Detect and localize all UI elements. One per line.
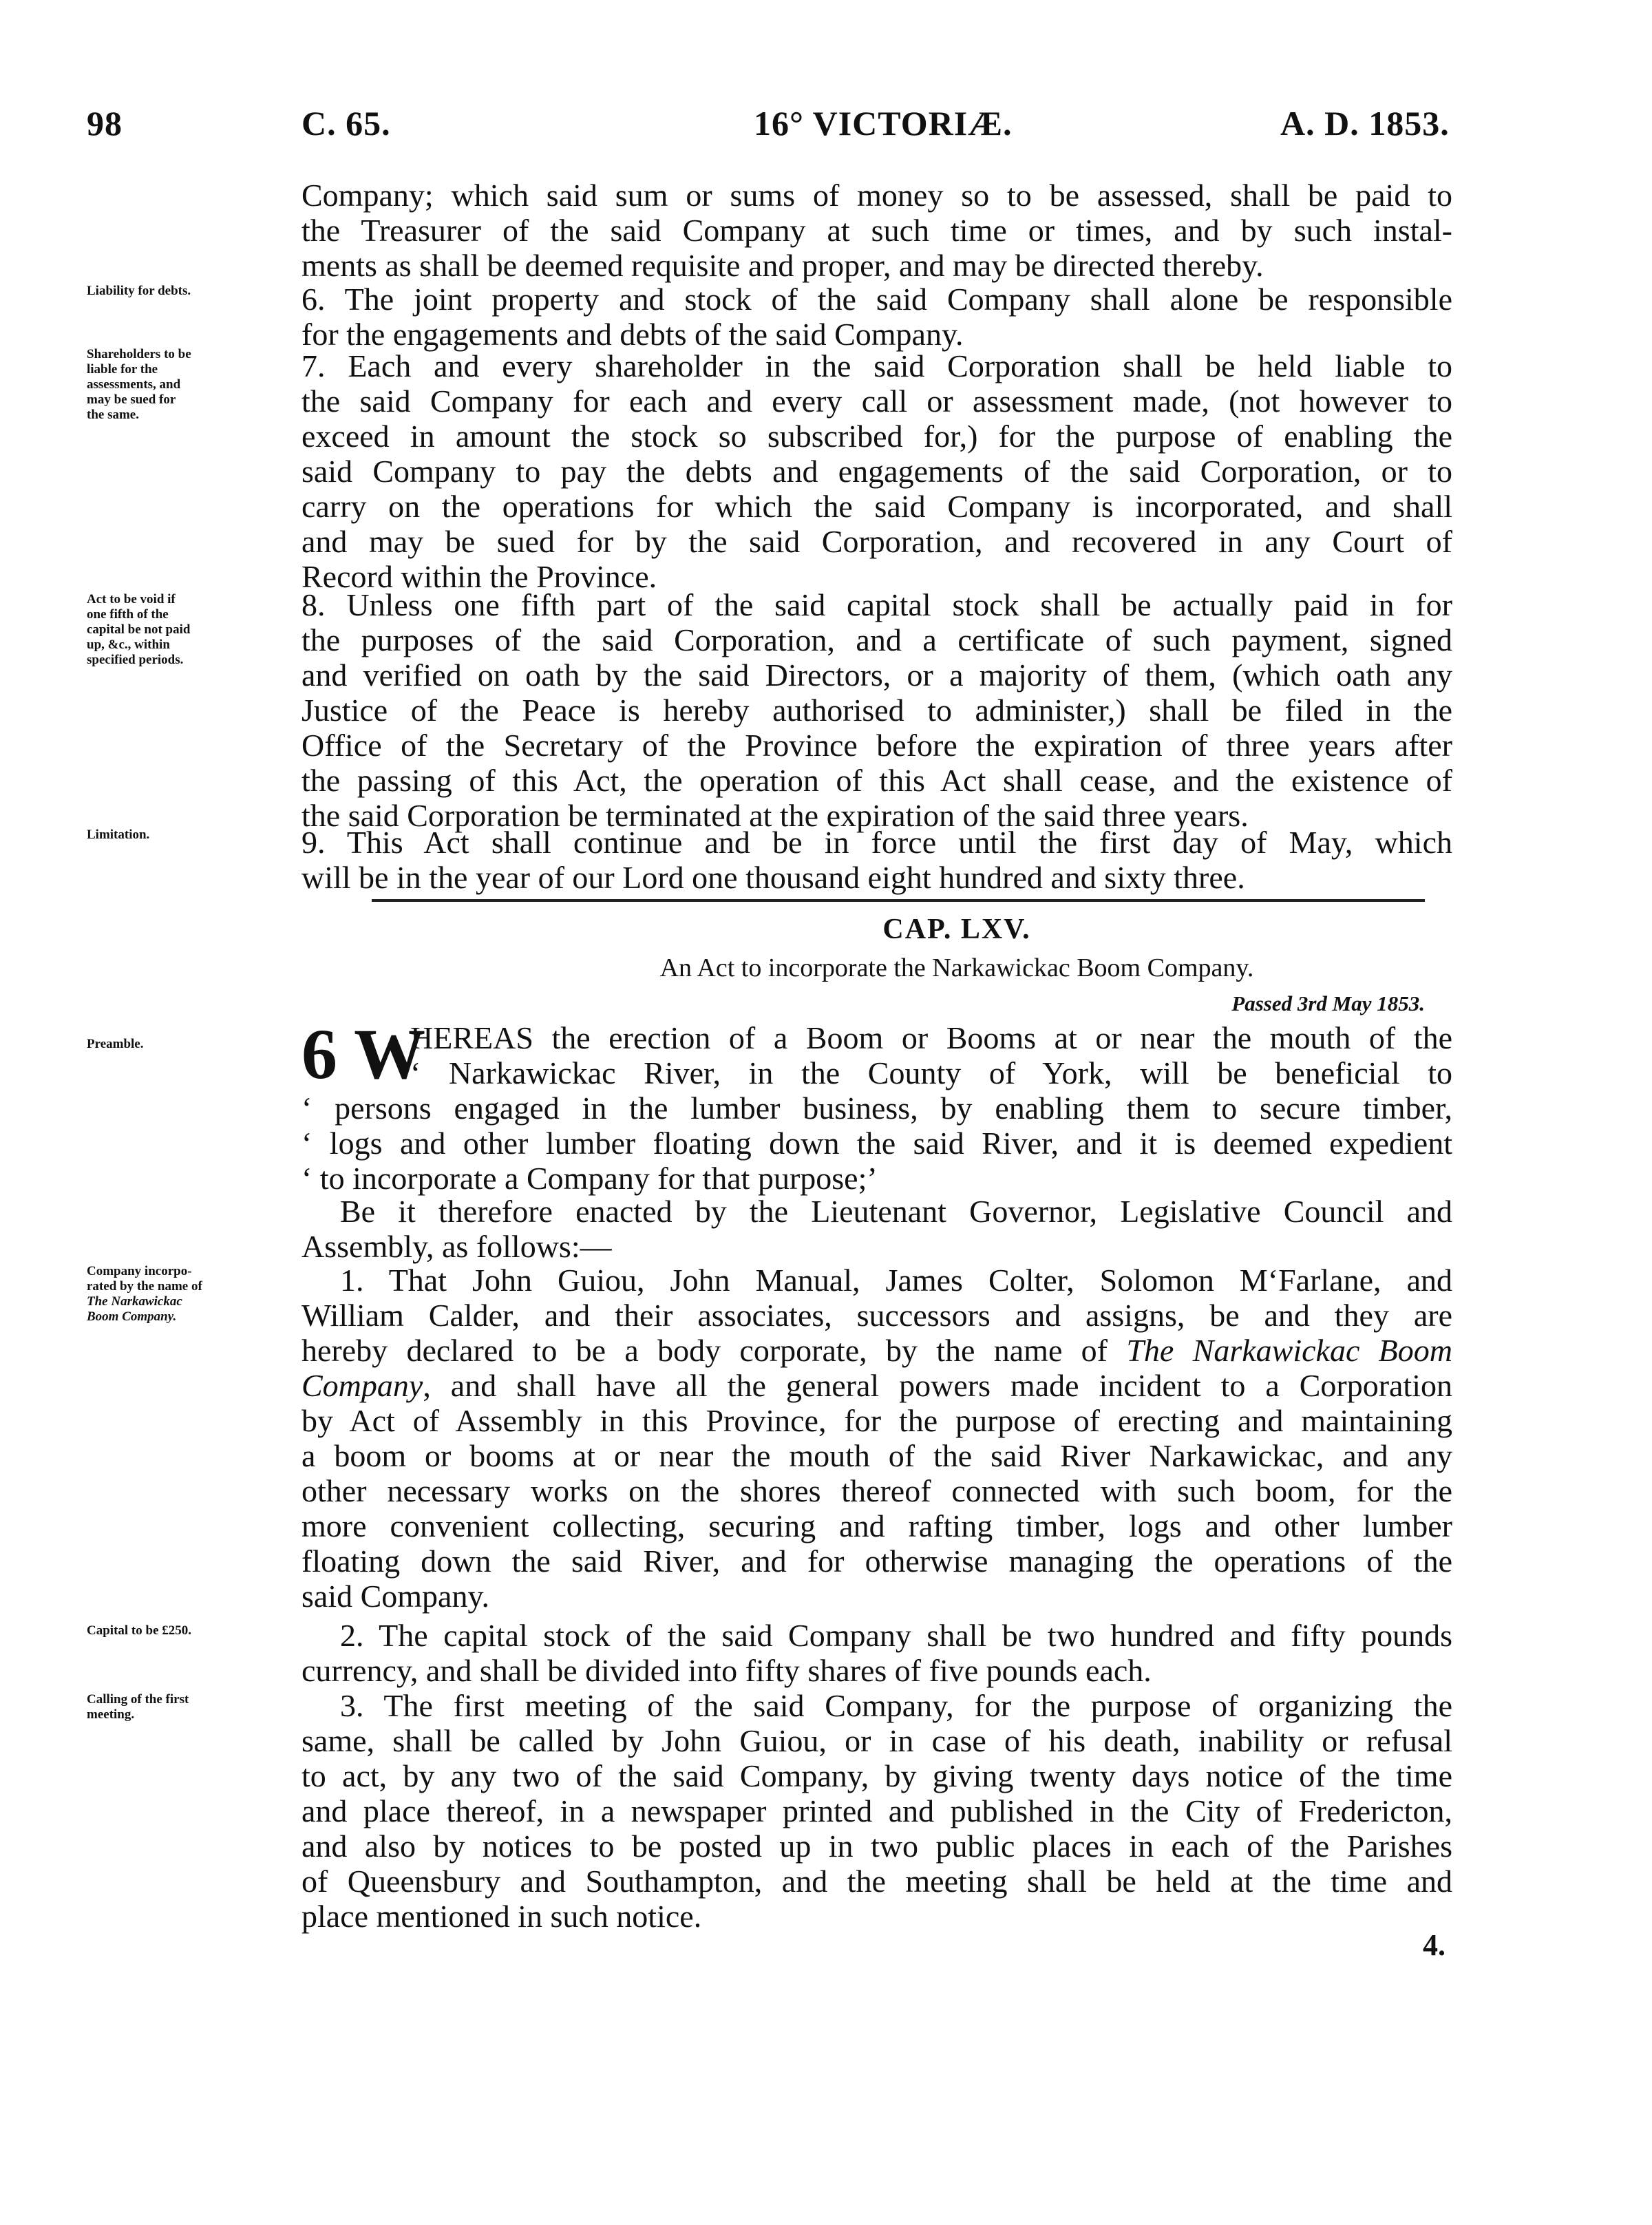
section-divider-rule [372, 899, 1425, 902]
section-7 [301, 348, 1452, 594]
text-line: 3. The first meeting of the said Company, for the purpose of organizing the [340, 1688, 1452, 1723]
text-run: hereby declared to be a body corporate, by the name of [301, 1333, 1127, 1368]
margin-note-company [87, 1264, 293, 1325]
page-number: 98 [87, 104, 123, 143]
text-line: ‘ logs and other lumber floating down the said River, and it is deemed expedient [301, 1126, 1452, 1161]
act-title: An Act to incorporate the Narkawickac Boom Company. [659, 953, 1254, 982]
margin-note-line: The Narkawickac [87, 1294, 182, 1309]
preamble-body [301, 1090, 1452, 1196]
margin-note-line: Shareholders to be [87, 347, 191, 361]
margin-note-line: liable for the [87, 362, 158, 377]
text-line: will be in the year of our Lord one thousand eight hundred and sixty three. [301, 860, 1245, 895]
text-line: by Act of Assembly in this Province, for the purpose of erecting and maintaining [301, 1403, 1452, 1438]
text-line: ‘ Narkawickac River, in the County of York, will be beneficial to [410, 1055, 1452, 1090]
text-line: 8. Unless one fifth part of the said capital stock shall be actually paid in for [301, 587, 1452, 622]
text-line: 7. Each and every shareholder in the said Corporation shall be held liable to [301, 348, 1452, 383]
preamble-opening [410, 1020, 1452, 1090]
section-6 [301, 282, 1452, 352]
text-line: exceed in amount the stock so subscribed for,) for the purpose of enabling the [301, 419, 1452, 454]
anno-domini: A. D. 1853. [1280, 104, 1450, 143]
margin-note-calling [87, 1692, 293, 1722]
text-line: floating down the said River, and for otherwise managing the operations of the [301, 1543, 1452, 1579]
enacting-clause [301, 1194, 1452, 1264]
text-line: the said Corporation be terminated at the expiration of the said three years. [301, 798, 1249, 833]
margin-note-line: may be sued for [87, 392, 176, 407]
text-line: the passing of this Act, the operation of this Act shall cease, and the existence of [301, 763, 1452, 798]
margin-note-preamble [87, 1037, 293, 1052]
margin-note-line: rated by the name of [87, 1279, 202, 1294]
margin-note-capital [87, 1623, 293, 1638]
text-run: , and shall have all the general powers made incident to a Corporation [423, 1368, 1452, 1403]
margin-note-limitation [87, 827, 293, 843]
act-section-2 [301, 1618, 1452, 1688]
text-line: to act, by any two of the said Company, by giving twenty days notice of the time [301, 1758, 1452, 1793]
company-name: The Narkawickac Boom [1126, 1333, 1452, 1368]
catchword: 4. [1423, 1928, 1446, 1962]
margin-note-line: assessments, and [87, 377, 181, 392]
text-line: William Calder, and their associates, successors and assigns, be and they are [301, 1298, 1452, 1333]
margin-note-line: Preamble. [87, 1037, 144, 1051]
margin-note-line: Act to be void if [87, 592, 176, 607]
text-line: place mentioned in such notice. [301, 1899, 702, 1934]
margin-note-line: Liability for debts. [87, 284, 191, 298]
text-line: for the engagements and debts of the said Company. [301, 317, 964, 352]
drop-cap: 6 W [301, 1015, 426, 1094]
text-line: ments as shall be deemed requisite and proper, and may be directed thereby. [301, 248, 1264, 283]
margin-note-line: meeting. [87, 1707, 135, 1722]
text-line: the said Company for each and every call or assessment made, (not however to [301, 383, 1452, 419]
margin-note-shareholders [87, 347, 293, 423]
company-name: Company [301, 1368, 423, 1403]
margin-note-liability [87, 284, 293, 299]
text-line: and also by notices to be posted up in two public places in each of the Parishes [301, 1828, 1452, 1864]
margin-note-line: Boom Company. [87, 1309, 177, 1324]
margin-note-line: up, &c., within [87, 637, 170, 652]
text-line [301, 1333, 1452, 1368]
text-line: and place thereof, in a newspaper printed and published in the City of Fredericton, [301, 1793, 1452, 1828]
text-line: the purposes of the said Corporation, and a certificate of such payment, signed [301, 622, 1452, 657]
text-line: carry on the operations for which the said Company is incorporated, and shall [301, 489, 1452, 524]
section-9 [301, 825, 1452, 895]
passed-date: Passed 3rd May 1853. [1231, 991, 1425, 1015]
text-line: more convenient collecting, securing and rafting timber, logs and other lumber [301, 1508, 1452, 1543]
text-line: same, shall be called by John Guiou, or in case of his death, inability or refusal [301, 1723, 1452, 1758]
regnal-year: 16° VICTORIÆ. [754, 104, 1013, 143]
text-line: and may be sued for by the said Corporation, and recovered in any Court of [301, 524, 1452, 559]
text-line: 9. This Act shall continue and be in force until the first day of May, which [301, 825, 1452, 860]
section-8 [301, 587, 1452, 833]
text-line: currency, and shall be divided into fifty shares of five pounds each. [301, 1653, 1152, 1688]
text-line: ‘ to incorporate a Company for that purpose;’ [301, 1161, 878, 1196]
margin-note-void [87, 592, 293, 668]
text-line [301, 1368, 1452, 1403]
margin-note-line: Company incorpo- [87, 1264, 192, 1278]
margin-note-line: Limitation. [87, 827, 150, 842]
text-line: Office of the Secretary of the Province before the expiration of three years after [301, 728, 1452, 763]
chapter-label: C. 65. [301, 104, 391, 143]
margin-note-line: capital be not paid [87, 622, 191, 637]
text-line: ‘ persons engaged in the lumber business, by enabling them to secure timber, [301, 1090, 1452, 1126]
margin-note-line: specified periods. [87, 653, 184, 667]
text-line: of Queensbury and Southampton, and the meeting shall be held at the time and [301, 1864, 1452, 1899]
margin-note-line: one fifth of the [87, 607, 169, 622]
margin-note-line: Calling of the first [87, 1692, 189, 1707]
text-line: a boom or booms at or near the mouth of the said River Narkawickac, and any [301, 1438, 1452, 1473]
margin-note-line: the same. [87, 408, 139, 422]
text-line: HEREAS the erection of a Boom or Booms at or near the mouth of the [410, 1020, 1452, 1055]
text-line: the Treasurer of the said Company at such time or times, and by such instal- [301, 213, 1452, 248]
text-line: Be it therefore enacted by the Lieutenant Governor, Legislative Council and [340, 1194, 1452, 1229]
margin-note-line: Capital to be £250. [87, 1623, 191, 1638]
text-line: 2. The capital stock of the said Company shall be two hundred and fifty pounds [340, 1618, 1452, 1653]
text-line: and verified on oath by the said Directors, or a majority of them, (which oath any [301, 657, 1452, 693]
act-section-1 [301, 1263, 1452, 1614]
cap-heading: CAP. LXV. [882, 914, 1031, 945]
text-line: Justice of the Peace is hereby authorised to administer,) shall be filed in the [301, 693, 1452, 728]
text-line: Company; which said sum or sums of money so to be assessed, shall be paid to [301, 178, 1452, 213]
text-line: other necessary works on the shores thereof connected with such boom, for the [301, 1473, 1452, 1508]
text-line: said Company to pay the debts and engagements of the said Corporation, or to [301, 454, 1452, 489]
text-line: 1. That John Guiou, John Manual, James Colter, Solomon M‘Farlane, and [340, 1263, 1452, 1298]
text-line: said Company. [301, 1579, 489, 1614]
text-line: Record within the Province. [301, 559, 657, 594]
text-line: Assembly, as follows:— [301, 1229, 612, 1264]
act-section-3 [301, 1688, 1452, 1934]
continued-paragraph [301, 178, 1452, 283]
text-line: 6. The joint property and stock of the said Company shall alone be responsible [301, 282, 1452, 317]
